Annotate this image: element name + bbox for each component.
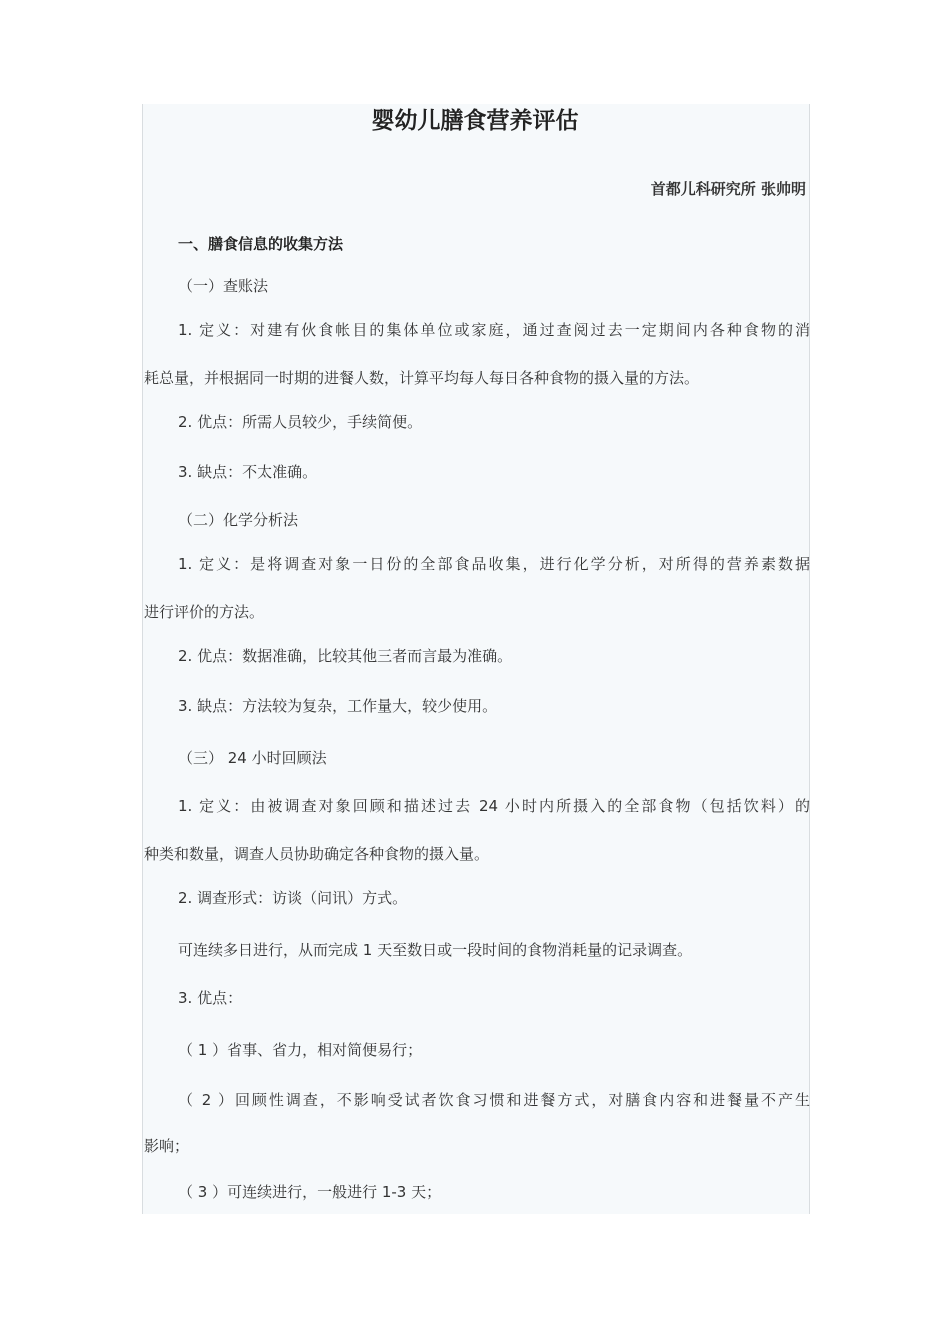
paragraph-line: 进行评价的方法。 (144, 603, 265, 621)
subsection-heading: （一）查账法 (178, 277, 269, 295)
paragraph-line: 种类和数量，调查人员协助确定各种食物的摄入量。 (144, 845, 490, 863)
paragraph-line: 1. 定义：对建有伙食帐目的集体单位或家庭，通过查阅过去一定期间内各种食物的消 (178, 321, 810, 339)
paragraph-line: 1. 定义：由被调查对象回顾和描述过去 24 小时内所摄入的全部食物（包括饮料）的 (178, 797, 810, 815)
paragraph-line: 2. 调查形式：访谈（问讯）方式。 (178, 889, 408, 907)
document-title: 婴幼儿膳食营养评估 (371, 108, 579, 134)
paragraph-line: 2. 优点：所需人员较少，手续简便。 (178, 413, 423, 431)
paragraph-line: 可连续多日进行，从而完成 1 天至数日或一段时间的食物消耗量的记录调查。 (178, 941, 693, 959)
author-line: 首都儿科研究所 张帅明 (650, 180, 806, 198)
paragraph-line: 1. 定义：是将调查对象一日份的全部食品收集，进行化学分析，对所得的营养素数据 (178, 555, 810, 573)
subsection-heading: （二）化学分析法 (178, 511, 299, 529)
paragraph-line: 2. 优点：数据准确，比较其他三者而言最为准确。 (178, 647, 513, 665)
paragraph-line: 3. 缺点：方法较为复杂，工作量大，较少使用。 (178, 697, 498, 715)
list-item: （ 2 ）回顾性调查，不影响受试者饮食习惯和进餐方式，对膳食内容和进餐量不产生 (178, 1091, 810, 1109)
section-heading: 一、膳食信息的收集方法 (178, 235, 344, 253)
paragraph-line: 影响； (144, 1137, 190, 1155)
paragraph-line: 3. 优点： (178, 989, 243, 1007)
list-item: （ 3 ）可连续进行，一般进行 1-3 天； (178, 1183, 442, 1201)
paragraph-line: 3. 缺点：不太准确。 (178, 463, 318, 481)
list-item: （ 1 ）省事、省力，相对简便易行； (178, 1041, 423, 1059)
subsection-heading: （三） 24 小时回顾法 (178, 749, 327, 767)
paragraph-line: 耗总量，并根据同一时期的进餐人数，计算平均每人每日各种食物的摄入量的方法。 (144, 369, 700, 387)
